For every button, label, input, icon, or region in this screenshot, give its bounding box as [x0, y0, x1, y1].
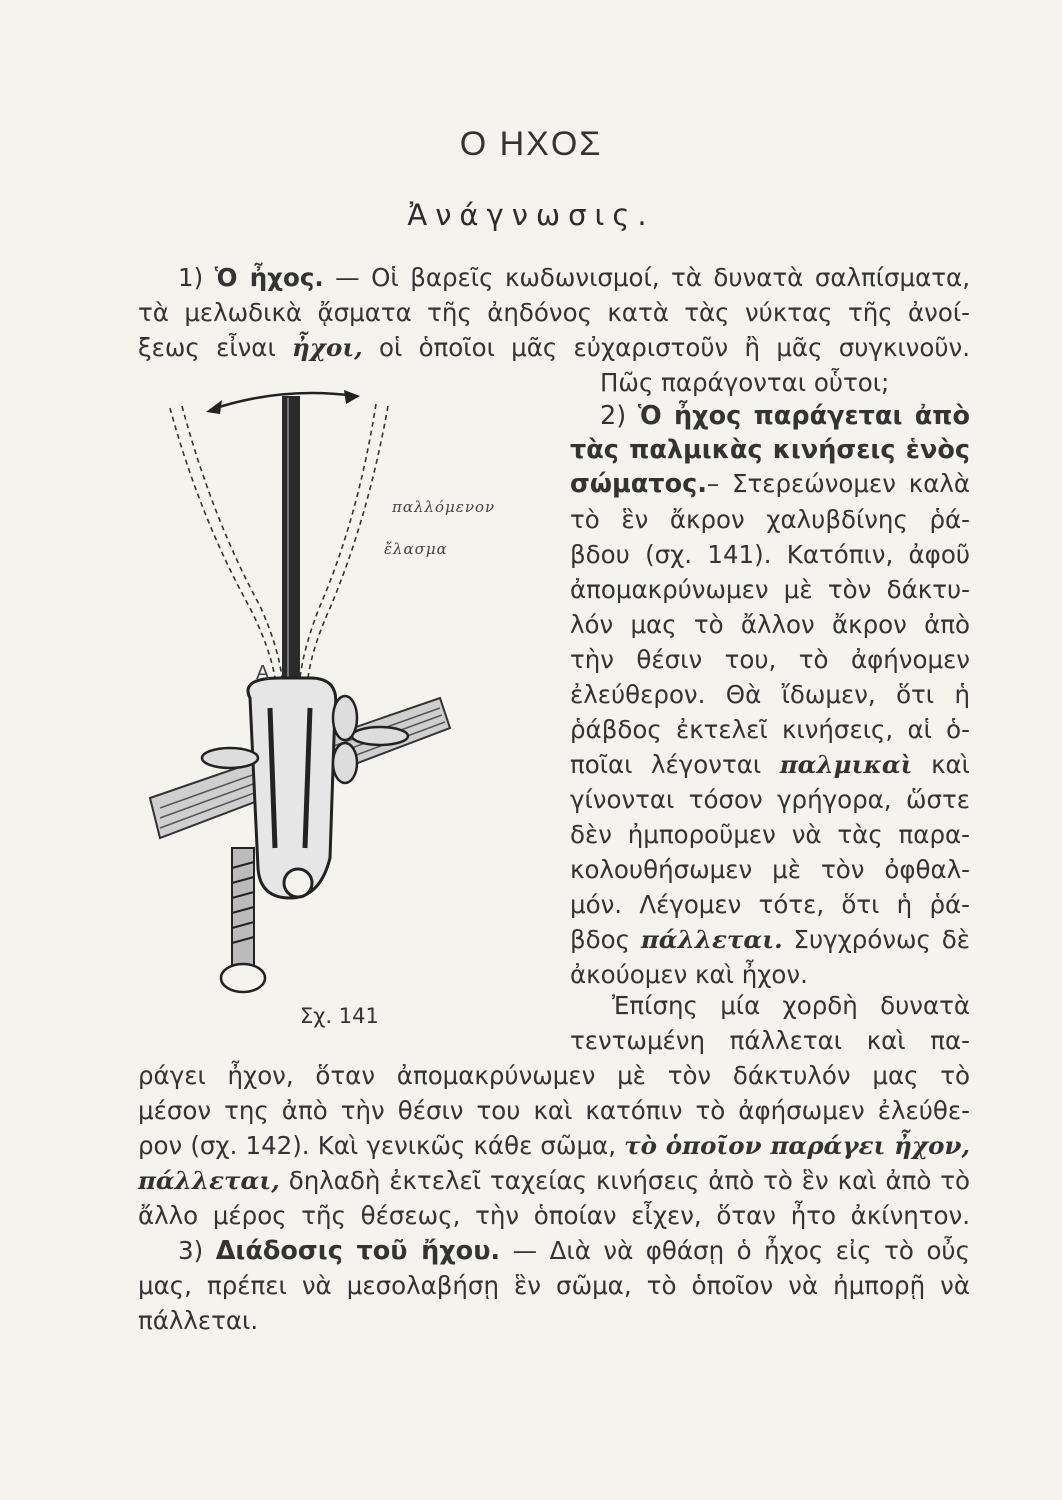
p2-line-5: βδου (σχ. 141). Κατόπιν, ἀφοῦ: [570, 540, 970, 569]
left-displaced-rod: [170, 408, 275, 678]
p2-line-12: γίνονται τόσον γρήγορα, ὥστε: [570, 785, 970, 814]
p3-line-2: μας, πρέπει νὰ μεσολαβήσῃ ἓν σῶμα, τὸ ὁποῖον νὰ ἠμπορῇ νὰ: [138, 1271, 970, 1300]
p1-line-2: τὰ μελωδικὰ ᾄσματα τῆς ἀηδόνος κατὰ τὰς νύκτας τῆς ἀνοί-: [138, 298, 970, 327]
arrow-head-right: [344, 390, 360, 404]
p2-line-16: βδος πάλλεται. Συγχρόνως δὲ: [570, 925, 970, 954]
steel-rod: [282, 396, 300, 696]
p2-line-1: 2) Ὁ ἦχος παράγεται ἀπὸ: [600, 401, 970, 431]
handwritten-note-2: ἔλασμα: [384, 540, 448, 558]
p1-line-1: 1) Ὁ ἦχος. — Οἱ βαρεῖς κωδωνισμοί, τὰ δυνατὰ σαλπίσματα,: [178, 263, 970, 292]
p2-line-23: πάλλεται, δηλαδὴ ἐκτελεῖ ταχείας κινήσεις ἀπὸ τὸ ἓν καὶ ἀπὸ τὸ: [138, 1166, 971, 1195]
p1-line-4: Πῶς παράγονται οὗτοι;: [600, 368, 890, 397]
p2-line-9: ἐλεύθερον. Θὰ ἴδωμεν, ὅτι ἡ: [570, 680, 970, 709]
p2-line-22: ρον (σχ. 142). Καὶ γενικῶς κάθε σῶμα, τὸ ὁποῖον παράγει ἦχον,: [138, 1131, 970, 1160]
wing-nut: [352, 727, 408, 745]
p2-line-19: τεντωμένη πάλλεται καὶ πα-: [570, 1026, 970, 1055]
p2-line-20: ράγει ἦχον, ὅταν ἀπομακρύνωμεν μὲ τὸν δάκτυλόν μας τὸ: [138, 1061, 970, 1090]
vibrating-rod-illustration: [140, 378, 560, 1038]
figure-caption: Σχ. 141: [300, 1004, 379, 1028]
p2-line-6: ἀπομακρύνωμεν μὲ τὸν δάκτυ-: [570, 575, 970, 604]
section-subtitle: Ἀνάγνωσις.: [407, 198, 655, 232]
p2-line-4: τὸ ἓν ἄκρον χαλυβδίνης ῥά-: [570, 505, 970, 534]
p2-line-8: τὴν θέσιν του, τὸ ἀφήνομεν: [570, 645, 970, 674]
p2-line-2: τὰς παλμικὰς κινήσεις ἑνὸς: [570, 435, 970, 465]
clamp-body: [248, 678, 336, 898]
p1-line-3: ξεως εἶναι ἦχοι, οἱ ὁποῖοι μᾶς εὐχαριστοῦν ἢ μᾶς συγκινοῦν.: [138, 333, 970, 362]
p2-line-24: ἄλλο μέρος τῆς θέσεως, τὴν ὁποίαν εἶχεν, ὅταν ἦτο ἀκίνητον.: [138, 1201, 970, 1230]
p3-heading: Διάδοσις τοῦ ἤχου.: [215, 1236, 501, 1266]
p1-heading: Ὁ ἦχος.: [214, 263, 324, 292]
figure-141: [140, 378, 560, 1038]
p2-line-18: Ἐπίσης μία χορδὴ δυνατὰ: [612, 991, 970, 1020]
clamp-pad: [202, 748, 258, 768]
p2-line-3: σώματος.– Στερεώνομεν καλὰ: [570, 469, 970, 499]
p2-line-10: ῥάβδος ἐκτελεῖ κινήσεις, αἱ ὁ-: [570, 715, 970, 744]
p2-line-21: μέσον της ἀπὸ τὴν θέσιν του καὶ κατόπιν τὸ ἀφήσωμεν ἐλεύθε-: [138, 1096, 970, 1125]
right-displaced-rod: [308, 406, 388, 678]
p2-line-13: δὲν ἠμποροῦμεν νὰ τὰς παρα-: [570, 820, 970, 849]
p2-line-7: λόν μας τὸ ἄλλον ἄκρον ἀπὸ: [570, 610, 970, 639]
p2-line-11: ποῖαι λέγονται παλμικαὶ καὶ: [570, 750, 970, 779]
p3-line-3: πάλλεται.: [138, 1306, 259, 1335]
p2-line-14: κολουθήσωμεν μὲ τὸν ὀφθαλ-: [570, 855, 970, 884]
arrow-head-left: [206, 400, 222, 414]
label-a: A: [256, 662, 271, 684]
screw-handle: [221, 964, 265, 992]
page-title: Ο ΗΧΟΣ: [459, 125, 603, 163]
p3-line-1: 3) Διάδοσις τοῦ ἤχου. — Διὰ νὰ φθάσῃ ὁ ἦχος εἰς τὸ οὖς: [178, 1236, 970, 1266]
handwritten-note-1: παλλόμενον: [392, 498, 496, 516]
p2-line-17: ἀκούομεν καὶ ἦχον.: [570, 960, 808, 989]
clamp-hole: [284, 869, 312, 897]
p2-line-15: μόν. Λέγομεν τότε, ὅτι ἡ ῥά-: [570, 890, 970, 919]
